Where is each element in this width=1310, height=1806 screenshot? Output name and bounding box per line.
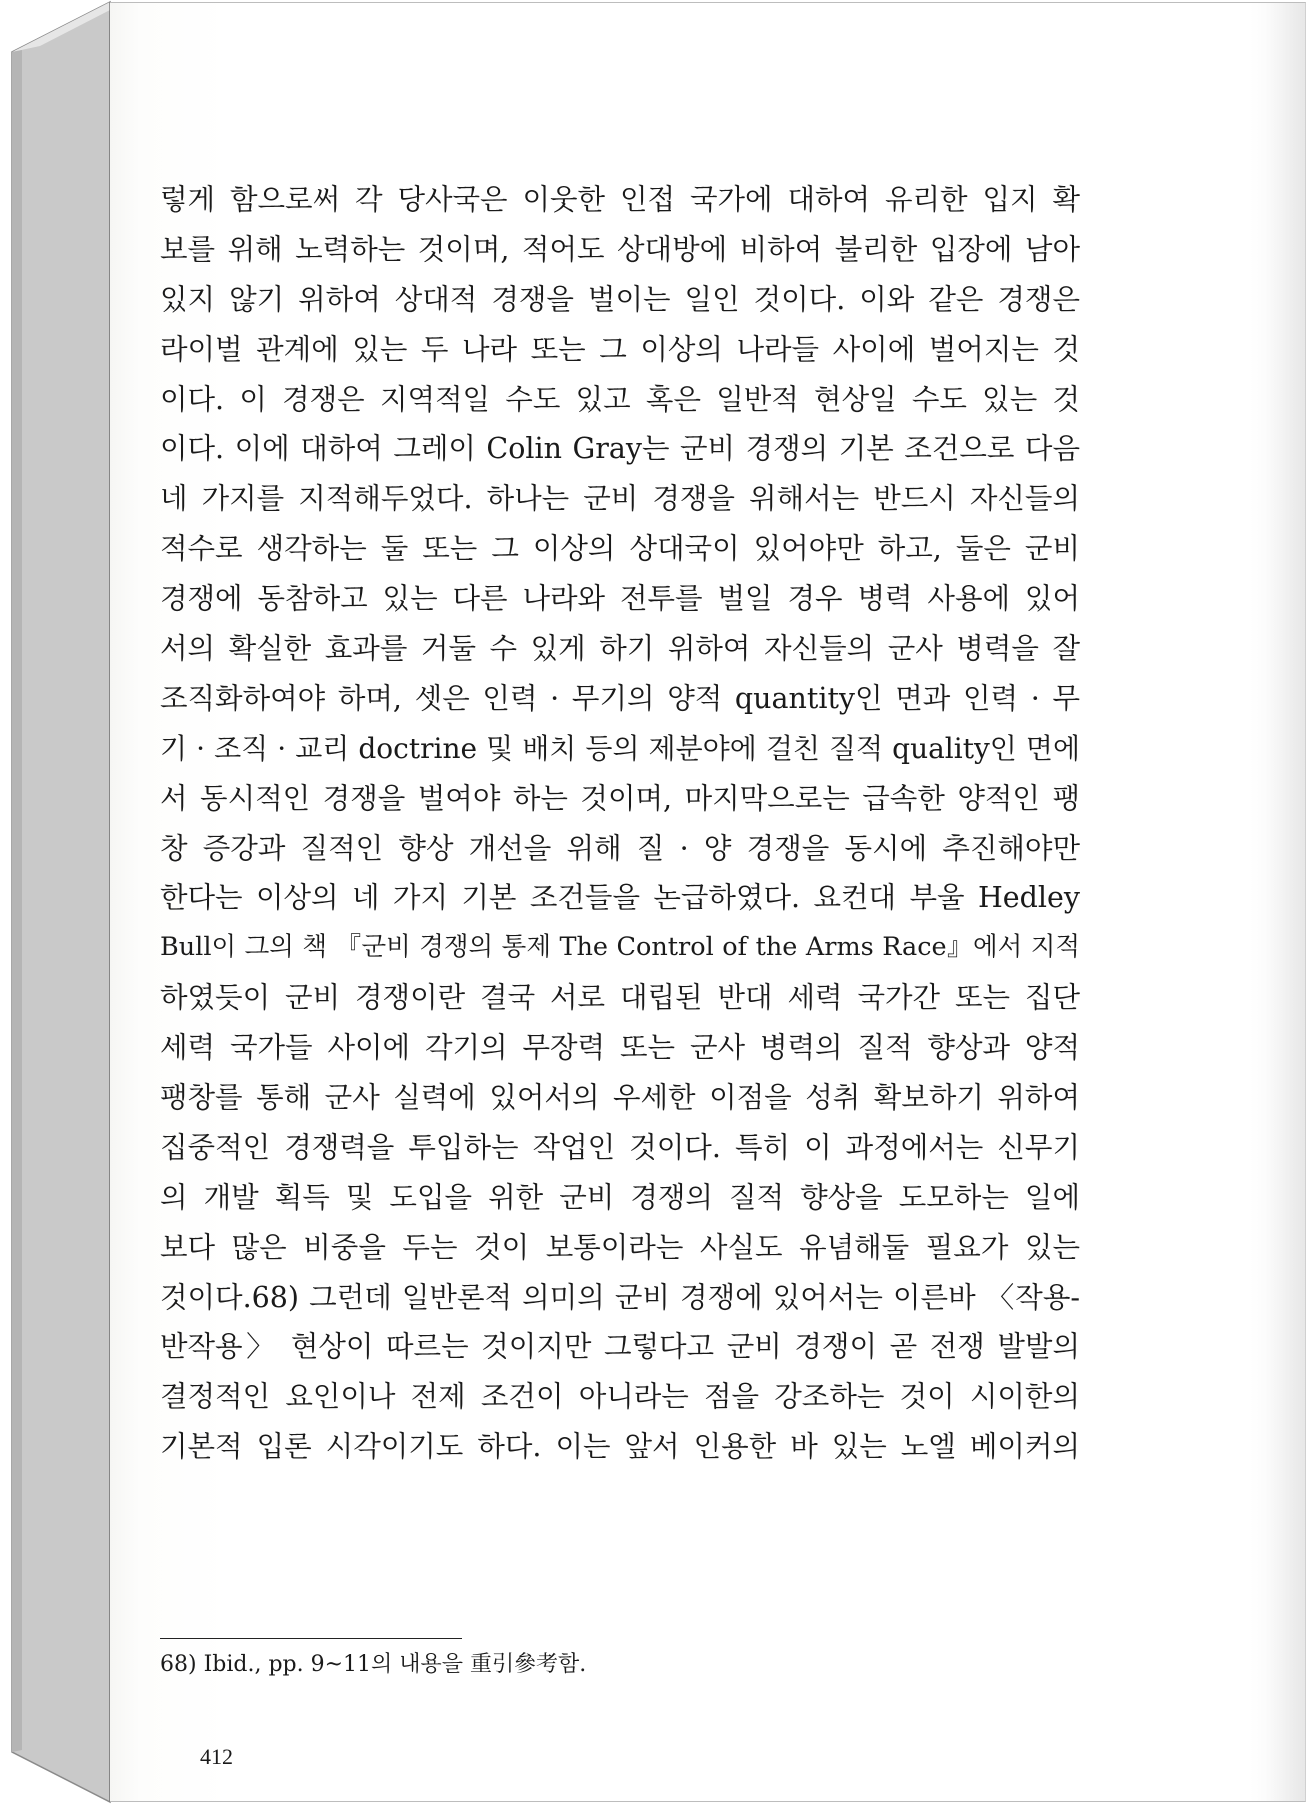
text-line: 이다. 이 경쟁은 지역적일 수도 있고 혹은 일반적 현상일 수도 있는 것 [160, 382, 1080, 416]
text-line: 결정적인 요인이나 전제 조건이 아니라는 점을 강조하는 것이 시이한의 [160, 1380, 1080, 1414]
text-line: 한다는 이상의 네 가지 기본 조건들을 논급하였다. 요컨대 부울 Hedley [160, 881, 1080, 915]
text-line: 네 가지를 지적해두었다. 하나는 군비 경쟁을 위해서는 반드시 자신들의 [160, 482, 1080, 516]
book-side-illustration [0, 0, 112, 1806]
page-edge-shadow [1265, 3, 1305, 1801]
text-line: 반작용〉 현상이 따르는 것이지만 그렇다고 군비 경쟁이 곧 전쟁 발발의 [160, 1330, 1080, 1364]
footnote-divider [160, 1638, 462, 1639]
footnote: 68) Ibid., pp. 9~11의 내용을 重引參考함. [160, 1652, 587, 1677]
text-line: 집중적인 경쟁력을 투입하는 작업인 것이다. 특히 이 과정에서는 신무기 [160, 1130, 1080, 1164]
text-line: 렇게 함으로써 각 당사국은 이웃한 인접 국가에 대하여 유리한 입지 확 [160, 183, 1080, 216]
text-line: 있지 않기 위하여 상대적 경쟁을 벌이는 일인 것이다. 이와 같은 경쟁은 [160, 282, 1080, 316]
text-line: 보다 많은 비중을 두는 것이 보통이라는 사실도 유념해둘 필요가 있는 [160, 1230, 1080, 1264]
text-line: 기본적 입론 시각이기도 하다. 이는 앞서 인용한 바 있는 노엘 베이커의 [160, 1430, 1080, 1464]
text-line: 서 동시적인 경쟁을 벌여야 하는 것이며, 마지막으로는 급속한 양적인 팽 [160, 781, 1080, 815]
text-line: 세력 국가들 사이에 각기의 무장력 또는 군사 병력의 질적 향상과 양적 [160, 1031, 1080, 1065]
text-line: 라이벌 관계에 있는 두 나라 또는 그 이상의 나라들 사이에 벌어지는 것 [160, 332, 1080, 366]
text-line: 경쟁에 동참하고 있는 다른 나라와 전투를 벌일 경우 병력 사용에 있어 [160, 582, 1080, 616]
book-spine-side [0, 0, 112, 1806]
text-line: 조직화하여야 하며, 셋은 인력 · 무기의 양적 quantity인 면과 인력 · 무 [160, 681, 1080, 715]
text-line: 창 증강과 질적인 향상 개선을 위해 질 · 양 경쟁을 동시에 추진해야만 [160, 831, 1080, 865]
page-number: 412 [200, 1744, 233, 1769]
text-line: 의 개발 획득 및 도입을 위한 군비 경쟁의 질적 향상을 도모하는 일에 [160, 1180, 1080, 1214]
body-text [160, 175, 1080, 1472]
text-line: 이다. 이에 대하여 그레이 Colin Gray는 군비 경쟁의 기본 조건으로 다음 [160, 432, 1080, 466]
text-line: 서의 확실한 효과를 거둘 수 있게 하기 위하여 자신들의 군사 병력을 잘 [160, 632, 1080, 666]
text-line: 기 · 조직 · 교리 doctrine 및 배치 등의 제분야에 걸친 질적 quality인 면에 [160, 731, 1080, 765]
text-line: 팽창를 통해 군사 실력에 있어서의 우세한 이점을 성취 확보하기 위하여 [160, 1081, 1080, 1115]
text-line: 하였듯이 군비 경쟁이란 결국 서로 대립된 반대 세력 국가간 또는 집단 [160, 981, 1080, 1015]
text-line: 적수로 생각하는 둘 또는 그 이상의 상대국이 있어야만 하고, 둘은 군비 [160, 532, 1080, 566]
text-line: 보를 위해 노력하는 것이며, 적어도 상대방에 비하여 불리한 입장에 남아 [160, 232, 1080, 266]
text-line: 것이다.68) 그런데 일반론적 의미의 군비 경쟁에 있어서는 이른바 〈작용- [160, 1280, 1080, 1314]
text-line: Bull이 그의 책 『군비 경쟁의 통제 The Control of the Arms Race』에서 지적 [160, 932, 1080, 963]
